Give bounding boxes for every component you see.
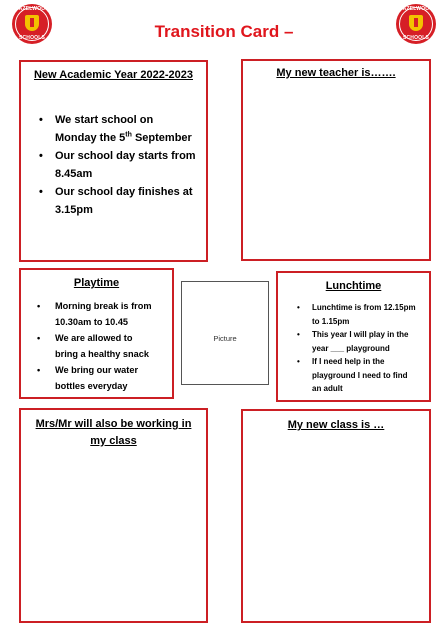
playtime-list	[21, 298, 172, 394]
list-item: • We bring our water bottles everyday	[21, 362, 172, 394]
list-item: • Our school day finishes at 3.15pm	[21, 183, 206, 219]
picture-placeholder	[181, 281, 269, 385]
list-item: • We start school on Monday the 5th September	[21, 111, 206, 147]
lunchtime-heading: Lunchtime	[325, 280, 382, 292]
new-teacher-box	[241, 59, 431, 261]
school-logo-right: HAZELWOOD SCHOOLS	[396, 4, 436, 44]
also-working-box	[19, 408, 208, 623]
list-item: • This year I will play in the year ___ playground	[278, 328, 429, 355]
list-item: • Our school day starts from 8.45am	[21, 147, 206, 183]
list-item: • Morning break is from 10.30am to 10.45	[21, 298, 172, 330]
also-working-heading: Mrs/Mr will also be working in my class	[35, 418, 192, 447]
playtime-box	[19, 268, 174, 399]
school-logo-left: HAZELWOOD SCHOOLS	[12, 4, 52, 44]
lunchtime-list	[278, 301, 429, 396]
playtime-heading: Playtime	[73, 277, 120, 289]
academic-year-box	[19, 60, 208, 262]
new-teacher-heading: My new teacher is…….	[276, 67, 396, 79]
academic-year-heading: New Academic Year 2022-2023	[33, 69, 193, 81]
list-item: • We are allowed to bring a healthy snack	[21, 330, 172, 362]
new-class-box	[241, 409, 431, 623]
list-item: • If I need help in the playground I need to find an adult	[278, 355, 429, 396]
academic-year-list	[21, 111, 206, 219]
new-class-heading: My new class is …	[287, 419, 385, 431]
lunchtime-box	[276, 271, 431, 402]
picture-label: Picture	[213, 334, 237, 343]
page-title: Transition Card –	[154, 22, 294, 41]
list-item: • Lunchtime is from 12.15pm to 1.15pm	[278, 301, 429, 328]
